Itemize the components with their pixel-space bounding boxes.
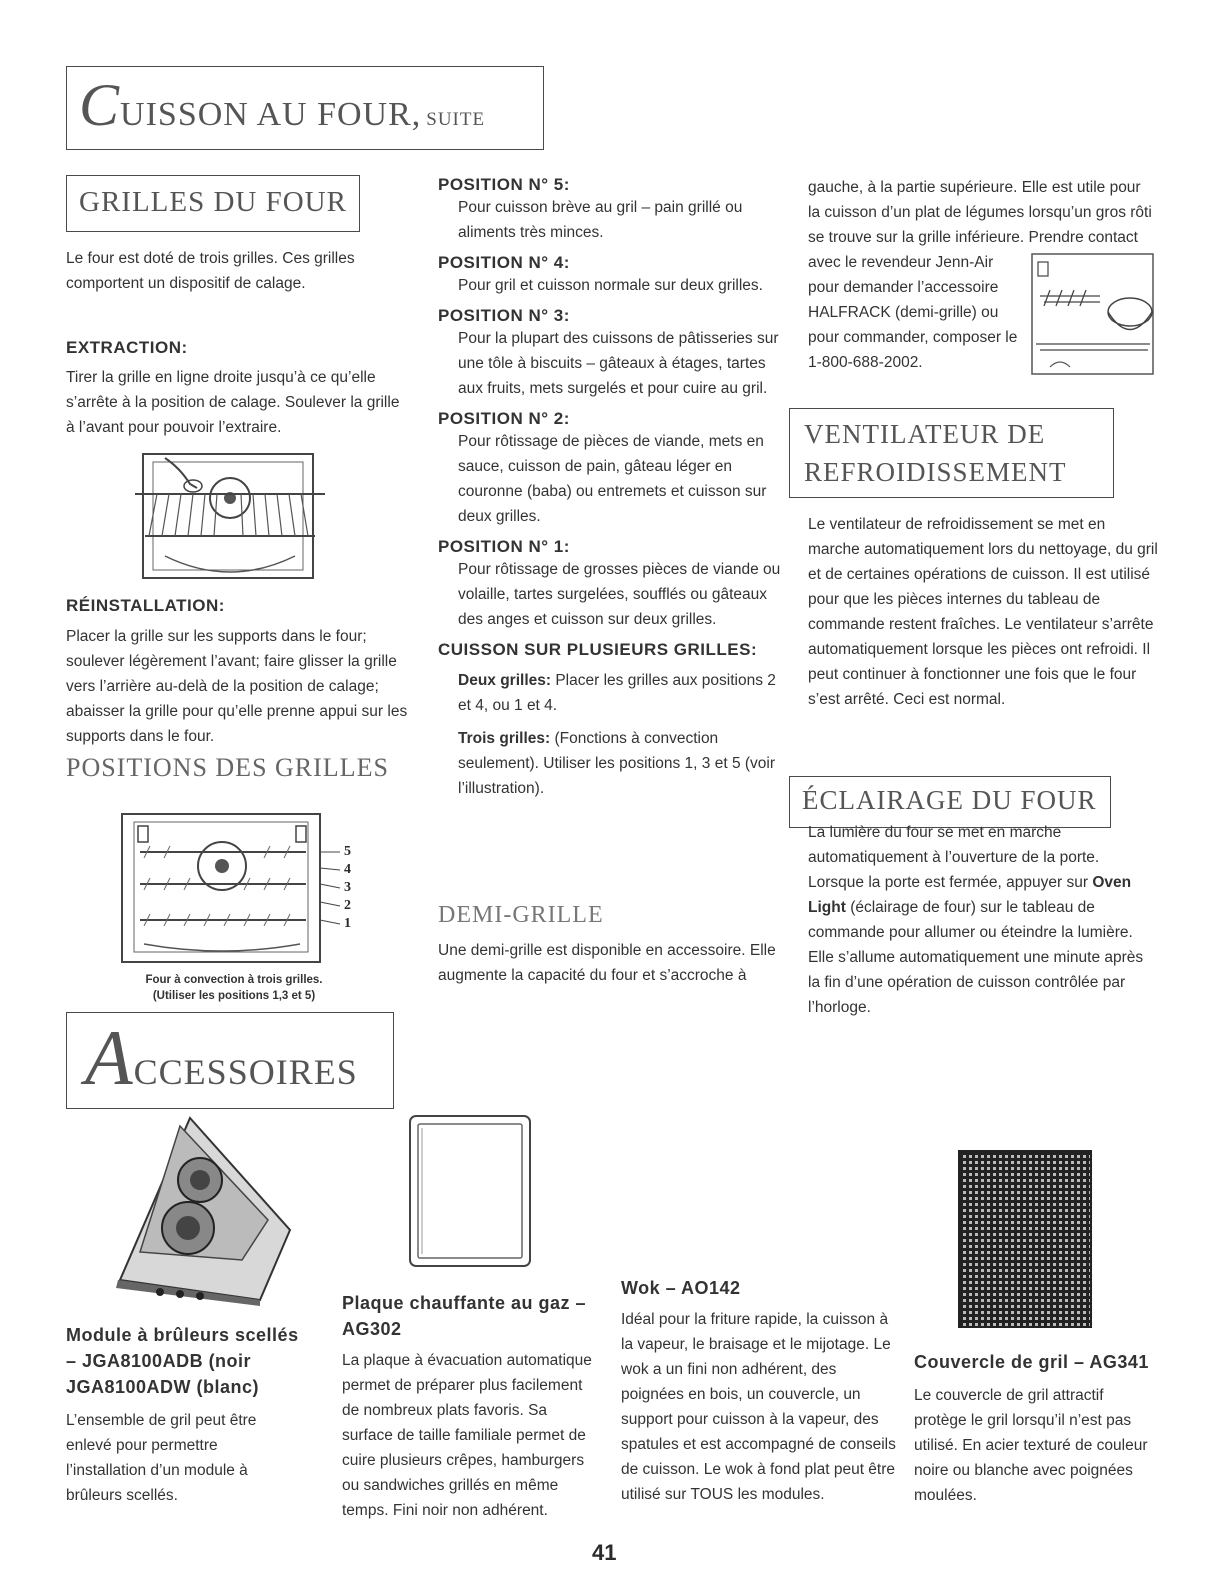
position-4-text: Pour gril et cuisson normale sur deux grilles.	[458, 277, 763, 294]
demi-grille-text-left: Une demi-grille est disponible en accessoire. Elle augmente la capacité du four et s’accroche à	[438, 942, 776, 984]
gas-griddle-image	[406, 1112, 536, 1270]
grill-cover-image	[957, 1149, 1093, 1329]
accessory-title: Wok – AO142	[621, 1278, 741, 1298]
ventilateur-heading: VENTILATEUR DE REFROIDISSEMENT	[804, 419, 1067, 487]
ventilateur-text: Le ventilateur de refroidissement se met en marche automatiquement lors du nettoyage, du gril et de certaines opérations de cuisson. Il est utilisé pour que les pièces internes du tableau de commande restent fraîches. Le ventilateur s’arrête automatiquement lorsque les pièces ont refroidi. Il peut continuer à fonctionner une fois que le four s’est arrêté. Ceci est normal.	[808, 516, 1158, 708]
accessory-description: L’ensemble de gril peut être enlevé pour permettre l’installation d’un module à brûleurs scellés.	[66, 1412, 257, 1504]
reinstallation-text: Placer la grille sur les supports dans le four; soulever légèrement l’avant; faire glisser la grille vers l’arrière au-delà de la position de calage; abaisser la grille pour qu’elle prenne appui sur les supports dans le four.	[66, 628, 408, 745]
reinstallation-heading: RÉINSTALLATION:	[66, 596, 225, 615]
accessory-title: Plaque chauffante au gaz – AG302	[342, 1293, 587, 1339]
sealed-burner-module-image	[100, 1110, 300, 1310]
accessory-title: Module à brûleurs scellés – JGA8100ADB (noir JGA8100ADW (blanc)	[66, 1325, 299, 1397]
accessory-wok	[621, 1275, 897, 1507]
multi-rack-heading: CUISSON SUR PLUSIEURS GRILLES:	[438, 640, 758, 659]
accessory-description: Le couvercle de gril attractif protège le gril lorsqu’il n’est pas utilisé. En acier texturé de couleur noire ou blanche avec poignées moulées.	[914, 1387, 1148, 1504]
three-racks-paragraph: Trois grilles: (Fonctions à convection seulement). Utiliser les positions 1, 3 et 5 (voir l’illustration).	[458, 730, 776, 797]
position-2-text: Pour rôtissage de pièces de viande, mets en sauce, cuisson de pain, gâteau léger en couronne (baba) ou entremets et cuisson sur deux grilles.	[458, 433, 767, 525]
extraction-text: Tirer la grille en ligne droite jusqu’à ce qu’elle s’arrête à la position de calage. Soulever la grille à l’avant pour pouvoir l’extraire.	[66, 369, 400, 436]
page-title-box	[66, 66, 544, 150]
demi-grille-heading: DEMI-GRILLE	[438, 902, 604, 928]
position-5-text: Pour cuisson brève au gril – pain grillé ou aliments très minces.	[458, 199, 743, 241]
demi-grille-text-right-side: avec le revendeur Jenn-Air pour demander l’accessoire HALFRACK (demi-grille) ou pour commander, composer le 1-800-688-2002.	[808, 254, 1018, 371]
oven-illustration-caption: Four à convection à trois grilles. (Utiliser les positions 1,3 et 5)	[145, 974, 323, 1002]
accessoires-heading-box	[66, 1012, 394, 1109]
accessoires-heading: ACCESSOIRES	[85, 1014, 358, 1101]
rack-number-labels: 5 4 3 2 1	[344, 844, 351, 931]
oven-rack-extraction-illustration	[135, 448, 325, 583]
three-rack-oven-illustration	[120, 808, 370, 968]
demi-grille-text-right-top: gauche, à la partie supérieure. Elle est utile pour la cuisson d’un plat de légumes lorsqu’un gros rôti se trouve sur la grille inférieure. Prendre contact	[808, 179, 1152, 246]
positions-list	[438, 175, 788, 801]
positions-heading: POSITIONS DES GRILLES	[66, 753, 389, 782]
position-5-label: POSITION N° 5:	[438, 175, 570, 194]
extraction-heading: EXTRACTION:	[66, 338, 188, 357]
ventilateur-heading-box	[789, 408, 1114, 498]
accessory-gas-griddle	[342, 1290, 600, 1523]
position-3-text: Pour la plupart des cuissons de pâtisseries sur une tôle à biscuits – gâteaux à étages, tartes aux fruits, mets surgelés et pour cuire au gril.	[458, 330, 779, 397]
grilles-intro: Le four est doté de trois grilles. Ces grilles comportent un dispositif de calage.	[66, 250, 355, 292]
position-4-label: POSITION N° 4:	[438, 253, 570, 272]
page-number: 41	[592, 1540, 617, 1565]
accessory-burner-module	[66, 1322, 302, 1508]
grilles-heading: GRILLES DU FOUR	[79, 186, 347, 218]
half-rack-illustration	[1030, 252, 1155, 377]
position-1-label: POSITION N° 1:	[438, 537, 570, 556]
position-2-label: POSITION N° 2:	[438, 409, 570, 428]
two-racks-paragraph: Deux grilles: Placer les grilles aux positions 2 et 4, ou 1 et 4.	[458, 672, 776, 714]
page-title: CUISSON AU FOUR, SUITE	[79, 72, 486, 138]
accessory-grill-cover	[914, 1349, 1160, 1508]
eclairage-text: La lumière du four se met en marche automatiquement à l’ouverture de la porte. Lorsque la porte est fermée, appuyer sur Oven Light (éclairage de four) sur le tableau de commande pour allumer ou éteindre la lumière. Elle s’allume automatiquement une minute après la fin d’une opération de cuisson contrôlée par l’horloge.	[808, 824, 1144, 1016]
accessory-description: La plaque à évacuation automatique permet de préparer plus facilement de nombreux plats favoris. Sa surface de taille familiale permet de cuire plusieurs crêpes, hamburgers ou sandwiches grillés en même temps. Fini noir non adhérent.	[342, 1352, 592, 1519]
position-3-label: POSITION N° 3:	[438, 306, 570, 325]
position-1-text: Pour rôtissage de grosses pièces de viande ou volaille, tartes surgelées, soufflés ou gâteaux des anges et cuisson sur deux grilles.	[458, 561, 781, 628]
eclairage-heading: ÉCLAIRAGE DU FOUR	[802, 785, 1097, 815]
grilles-heading-box	[66, 175, 360, 232]
accessory-description: Idéal pour la friture rapide, la cuisson à la vapeur, le braisage et le mijotage. Le wok a un fini non adhérent, des poignées en bois, un couvercle, un support pour cuisson à la vapeur, des spatules et est accompagné de conseils de cuisson. Le wok à fond plat peut être utilisé sur TOUS les modules.	[621, 1311, 896, 1503]
accessory-title: Couvercle de gril – AG341	[914, 1352, 1149, 1372]
